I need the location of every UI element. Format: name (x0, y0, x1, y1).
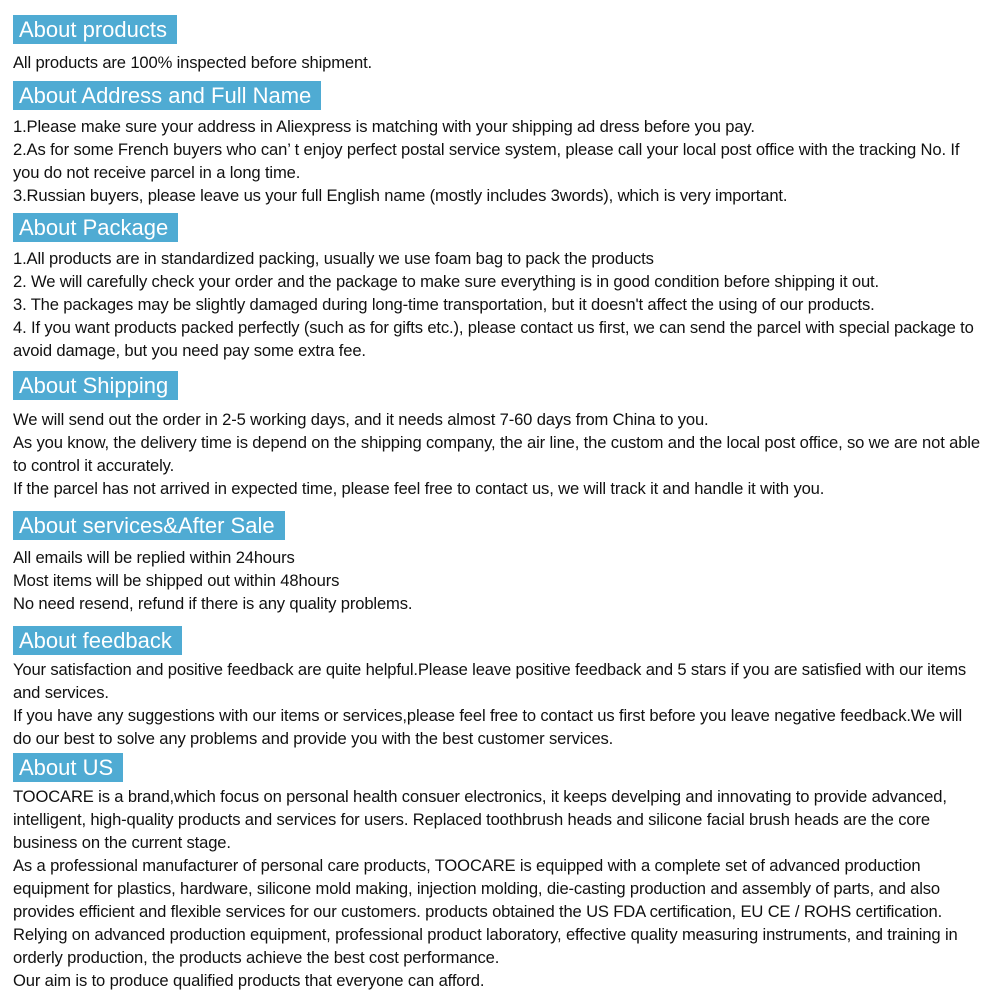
section-heading: About products (13, 15, 177, 44)
text-line: As you know, the delivery time is depend on the shipping company, the air line, the custom and the local post office, so we are not able to control it accurately. (13, 433, 980, 475)
text-line: TOOCARE is a brand,which focus on personal health consuer electronics, it keeps develping and innovating to provide advanced, intelligent, high-quality products and services for users. Replaced toothbrush heads and silicone facial brush heads are the core business on the current stage. (13, 787, 947, 852)
section-heading: About Shipping (13, 371, 178, 400)
section-heading: About US (13, 753, 123, 782)
section-body (13, 247, 983, 362)
text-line: We will send out the order in 2-5 working days, and it needs almost 7-60 days from China to you. (13, 410, 709, 429)
section-heading: About services&After Sale (13, 511, 285, 540)
text-line: As a professional manufacturer of personal care products, TOOCARE is equipped with a complete set of advanced production equipment for plastics, hardware, silicone mold making, injection molding, die-casting production and assembly of parts, and also provides efficient and flexible services for our customers. products obtained the US FDA certification, EU CE / ROHS certification. (13, 856, 943, 921)
text-line: If you have any suggestions with our items or services,please feel free to contact us first before you leave negative feedback.We will do our best to solve any problems and provide you with the best customer services. (13, 706, 962, 748)
section-heading: About feedback (13, 626, 182, 655)
text-line: All emails will be replied within 24hours (13, 548, 295, 567)
section-about-package (13, 213, 983, 362)
section-about-services (13, 511, 983, 615)
text-line: If the parcel has not arrived in expected time, please feel free to contact us, we will track it and handle it with you. (13, 479, 825, 498)
text-line: 3. The packages may be slightly damaged during long-time transportation, but it doesn't affect the using of our products. (13, 295, 875, 314)
section-about-address (13, 81, 983, 207)
section-about-shipping (13, 371, 983, 500)
section-body (13, 546, 983, 615)
text-line: Your satisfaction and positive feedback are quite helpful.Please leave positive feedback and 5 stars if you are satisfied with our items and services. (13, 660, 967, 702)
section-heading: About Package (13, 213, 178, 242)
text-line: 1.All products are in standardized packing, usually we use foam bag to pack the products (13, 249, 654, 268)
text-line: All products are 100% inspected before shipment. (13, 53, 372, 72)
text-line: 2.As for some French buyers who can’ t enjoy perfect postal service system, please call your local post office with the tracking No. If you do not receive parcel in a long time. (13, 140, 960, 182)
section-about-feedback (13, 626, 983, 750)
section-body (13, 658, 983, 750)
text-line: 4. If you want products packed perfectly (such as for gifts etc.), please contact us first, we can send the parcel with special package to avoid damage, but you need pay some extra fee. (13, 318, 974, 360)
section-about-products (13, 15, 983, 74)
section-body (13, 408, 983, 500)
section-about-us (13, 753, 983, 992)
text-line: 3.Russian buyers, please leave us your full English name (mostly includes 3words), which is very important. (13, 186, 788, 205)
text-line: Relying on advanced production equipment, professional product laboratory, effective quality measuring instruments, and training in orderly production, the products achieve the best cost performance. (13, 925, 958, 967)
text-line: Most items will be shipped out within 48hours (13, 571, 340, 590)
text-line: Our aim is to produce qualified products that everyone can afford. (13, 971, 485, 990)
section-body (13, 51, 983, 74)
section-body (13, 785, 983, 992)
text-line: 1.Please make sure your address in Aliexpress is matching with your shipping ad dress before you pay. (13, 117, 755, 136)
section-body (13, 115, 983, 207)
section-heading: About Address and Full Name (13, 81, 321, 110)
text-line: No need resend, refund if there is any quality problems. (13, 594, 413, 613)
text-line: 2. We will carefully check your order and the package to make sure everything is in good condition before shipping it out. (13, 272, 879, 291)
